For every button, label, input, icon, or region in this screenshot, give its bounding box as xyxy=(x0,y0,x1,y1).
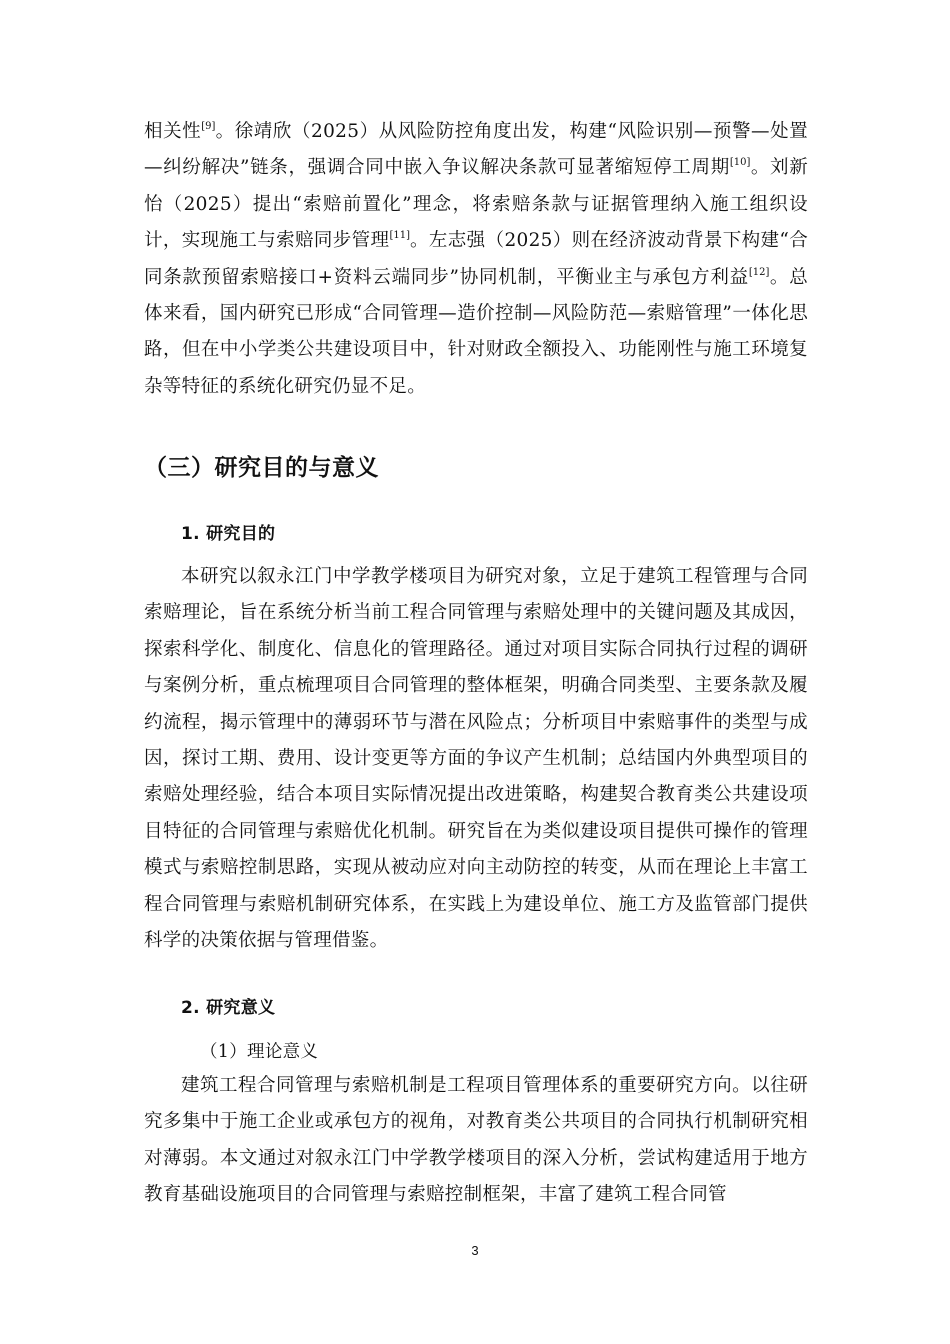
citation-ref: [10] xyxy=(729,157,751,169)
para-text: 。刘新怡（2025）提出“索赔前置化”理念，将索赔条款与证据管理纳入施工组织设计，实现施工与索赔同步管理 xyxy=(144,157,808,252)
page-number: 3 xyxy=(471,1243,479,1258)
citation-ref: [12] xyxy=(748,266,770,278)
citation-ref: [11] xyxy=(389,230,410,242)
citation-ref: [9] xyxy=(201,121,216,132)
theory-significance-heading: （1）理论意义 xyxy=(200,1042,319,1062)
theory-significance-paragraph: 建筑工程合同管理与索赔机制是工程项目管理体系的重要研究方向。以往研究多集中于施工企业或承包方的视角，对教育类公共项目的合同执行机制研究相对薄弱。本文通过对叙永江门中学教学楼项目的深入分析，尝试构建适用于地方教育基础设施项目的合同管理与索赔控制框架，丰富了建筑工程合同管 xyxy=(144,1075,808,1206)
para-text: 。左志强（2025）则在经济波动背景下构建“合同条款预留索赔接口+资料云端同步”协同机制，平衡业主与承包方利益 xyxy=(144,230,808,288)
literature-review-paragraph xyxy=(144,114,808,405)
para-text: 。总体来看，国内研究已形成“合同管理—造价控制—风险防范—索赔管理”一体化思路，但在中小学类公共建设项目中，针对财政全额投入、功能刚性与施工环境复杂等特征的系统化研究仍显不足。 xyxy=(144,266,808,397)
section-heading: （三）研究目的与意义 xyxy=(144,455,379,481)
purpose-paragraph: 本研究以叙永江门中学教学楼项目为研究对象，立足于建筑工程管理与合同索赔理论，旨在系统分析当前工程合同管理与索赔处理中的关键问题及其成因，探索科学化、制度化、信息化的管理路径。通过对项目实际合同执行过程的调研与案例分析，重点梳理项目合同管理的整体框架，明确合同类型、主要条款及履约流程，揭示管理中的薄弱环节与潜在风险点；分析项目中索赔事件的类型与成因，探讨工期、费用、设计变更等方面的争议产生机制；总结国内外典型项目的索赔处理经验，结合本项目实际情况提出改进策略，构建契合教育类公共建设项目特征的合同管理与索赔优化机制。研究旨在为类似建设项目提供可操作的管理模式与索赔控制思路，实现从被动应对向主动防控的转变，从而在理论上丰富工程合同管理与索赔机制研究体系，在实践上为建设单位、施工方及监管部门提供科学的决策依据与管理借鉴。 xyxy=(144,566,808,952)
subsection-heading-purpose: 1. 研究目的 xyxy=(181,524,276,544)
para-text: 。徐靖欣（2025）从风险防控角度出发，构建“风险识别—预警—处置—纠纷解决”链条，强调合同中嵌入争议解决条款可显著缩短停工周期 xyxy=(144,121,808,179)
subsection-heading-significance: 2. 研究意义 xyxy=(181,998,276,1018)
para-text: 相关性 xyxy=(144,121,202,142)
